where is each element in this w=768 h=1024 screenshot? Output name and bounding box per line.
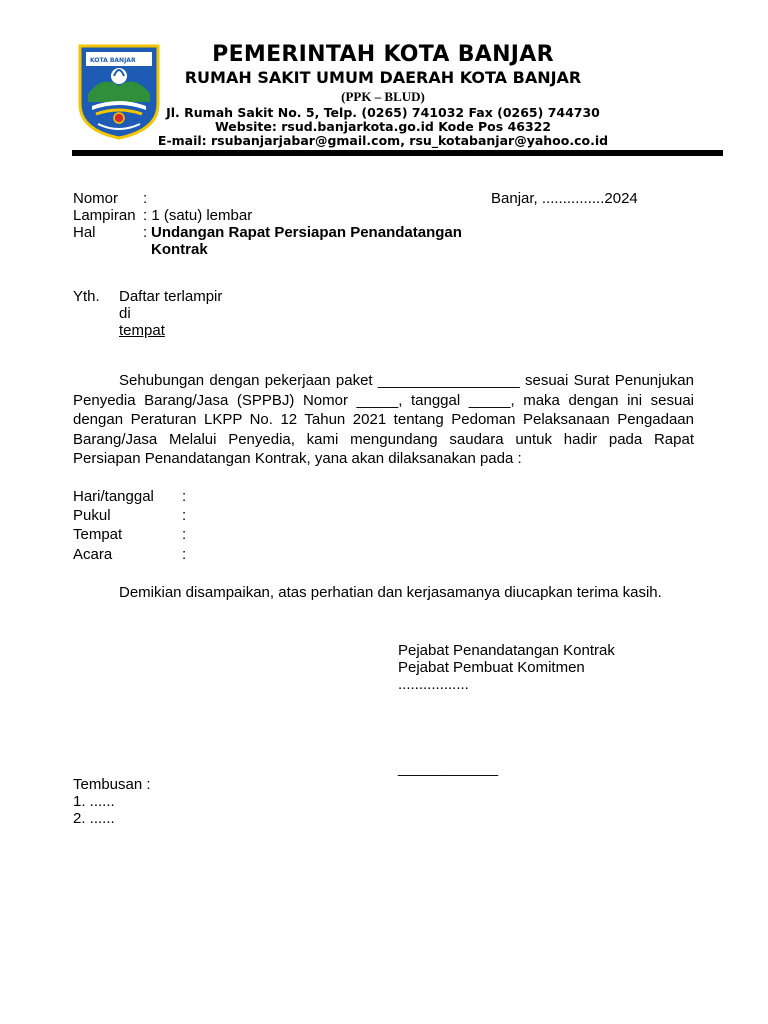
lampiran-label: Lampiran xyxy=(73,207,136,224)
body-paragraph xyxy=(73,371,694,469)
recipient-line2: di xyxy=(119,305,131,322)
cc-item-2: 2. ...... xyxy=(73,810,115,827)
city-emblem-logo xyxy=(78,44,160,140)
recipient-line3: tempat xyxy=(119,322,165,339)
hal-colon: : xyxy=(143,224,148,241)
signature-dots: ................. xyxy=(398,676,469,693)
letterhead-status: (PPK – BLUD) xyxy=(341,89,425,104)
letterhead-hospital: RUMAH SAKIT UMUM DAERAH KOTA BANJAR xyxy=(184,68,582,87)
hal-subject-line1: Undangan Rapat Persiapan Penandatangan xyxy=(151,224,462,241)
detail-label-acara: Acara xyxy=(73,546,113,563)
nomor-label: Nomor xyxy=(73,190,119,207)
signature-title-2: Pejabat Pembuat Komitmen xyxy=(398,659,585,676)
letterhead-website: Website: rsud.banjarkota.go.id Kode Pos 46322 xyxy=(214,119,552,134)
recipient-yth: Yth. xyxy=(73,288,100,305)
letterhead-email: E-mail: rsubanjarjabar@gmail.com, rsu_kotabanjar@yahoo.co.id xyxy=(157,133,609,148)
nomor-colon: : xyxy=(143,190,148,207)
detail-colon: : xyxy=(182,546,187,563)
letterhead-government: PEMERINTAH KOTA BANJAR xyxy=(212,42,554,67)
letterhead-divider xyxy=(72,150,723,156)
detail-label-tempat: Tempat xyxy=(73,526,123,543)
detail-colon: : xyxy=(182,507,187,524)
body-paragraph-text: Sehubungan dengan pekerjaan paket _________________ sesuai Surat Penunjukan Penyedia Barang/Jasa (SPPBJ) Nomor _____, tanggal _____, maka dengan ini sesuai dengan Peraturan LKPP No. 12 Tahun 2021 tentang Pedoman Pelaksanaan Pengadaan Barang/Jasa Melalui Penyedia, kami mengundang saudara untuk hadir pada Rapat Persiapan Penandatangan Kontrak, yana akan dilaksanakan pada : xyxy=(73,372,694,467)
signature-title-1: Pejabat Penandatangan Kontrak xyxy=(398,642,615,659)
detail-colon: : xyxy=(182,488,187,505)
closing-sentence: Demikian disampaikan, atas perhatian dan kerjasamanya diucapkan terima kasih. xyxy=(119,584,662,601)
detail-label-pukul: Pukul xyxy=(73,507,111,524)
logo-text-left: KOTA BANJAR xyxy=(90,57,136,64)
lampiran-value: : 1 (satu) lembar xyxy=(143,207,253,224)
detail-colon: : xyxy=(182,526,187,543)
recipient-line1: Daftar terlampir xyxy=(119,288,223,305)
detail-label-hari-tanggal: Hari/tanggal xyxy=(73,488,154,505)
hal-label: Hal xyxy=(73,224,96,241)
signature-name-line: ____________ xyxy=(398,760,499,777)
hal-subject-line2: Kontrak xyxy=(151,241,208,258)
cc-item-1: 1. ...... xyxy=(73,793,115,810)
letterhead-address: Jl. Rumah Sakit No. 5, Telp. (0265) 741032 Fax (0265) 744730 xyxy=(166,105,600,120)
cc-title: Tembusan : xyxy=(73,776,151,793)
letter-date: Banjar, ...............2024 xyxy=(491,190,638,207)
